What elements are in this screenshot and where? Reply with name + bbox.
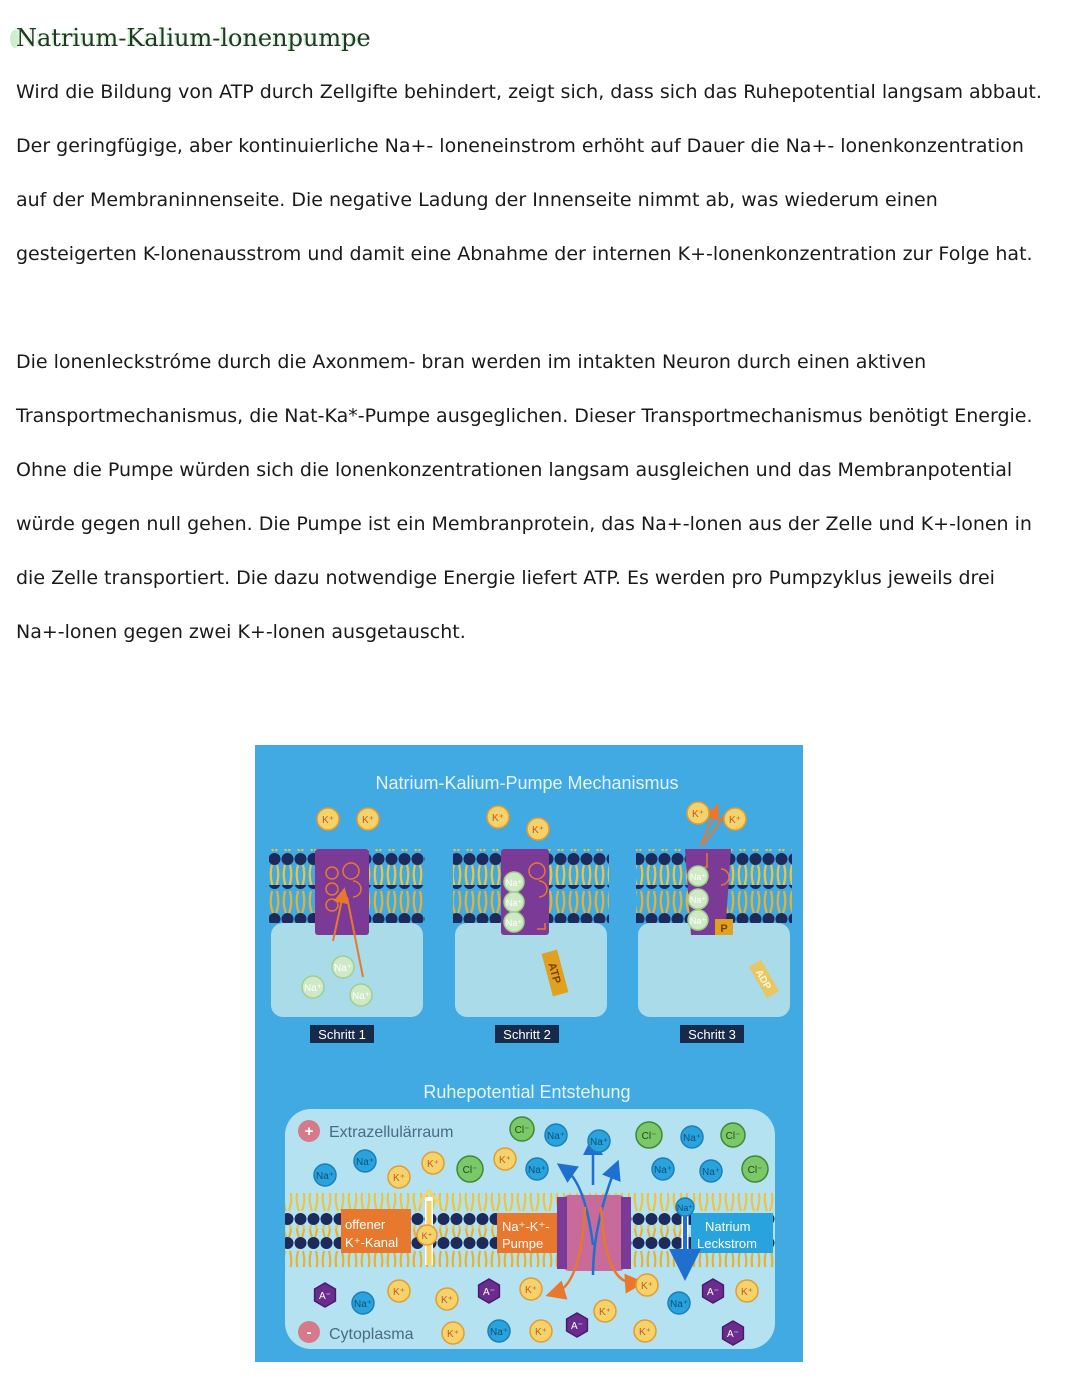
k-ion <box>422 1152 444 1174</box>
na-ion-label: Na⁺ <box>489 1327 509 1338</box>
na-ion <box>668 1292 690 1314</box>
na-ion-label: Na⁺ <box>682 1133 702 1144</box>
text-line: Na+-lonen gegen zwei K+-lonen ausgetauscht. <box>16 621 466 643</box>
a-ion <box>723 1321 744 1345</box>
a-ion-label: A⁻ <box>707 1287 719 1298</box>
figure-canvas <box>255 745 803 1362</box>
cl-ion <box>636 1122 662 1148</box>
k-ion-label: K⁺ <box>393 1287 405 1298</box>
step-label-1: Schritt 1 <box>318 1027 366 1042</box>
k-ion <box>417 1225 437 1245</box>
pump-mechanism-figure <box>255 745 803 1362</box>
text-line: Der geringfügige, aber kontinuierliche Na+- loneneinstrom erhöht auf Dauer die Na+- lonenkonzentration <box>16 135 1024 157</box>
k-ion <box>636 1274 658 1296</box>
na-ion-label: Na⁺ <box>689 872 707 882</box>
na-ion-label: Na⁺ <box>589 1137 609 1148</box>
na-ion <box>504 892 524 912</box>
text-line: Wird die Bildung von ATP durch Zellgifte behindert, zeigt sich, dass sich das Ruhepotential langsam abbaut. <box>16 81 1042 103</box>
na-ion <box>314 1164 336 1186</box>
cytoplasm-label: Cytoplasma <box>329 1326 414 1343</box>
paragraph-atp-blockade <box>16 65 1042 281</box>
cl-ion-label: Cl⁻ <box>462 1165 478 1176</box>
k-ion <box>736 1280 758 1302</box>
na-ion-label: Na⁺ <box>303 983 323 994</box>
na-ion <box>488 1320 510 1342</box>
k-ion-label: K⁺ <box>421 1231 433 1241</box>
k-ion-label: K⁺ <box>362 815 374 826</box>
a-ion <box>315 1283 336 1307</box>
text-line: Ohne die Pumpe würden sich die lonenkonzentrationen langsam ausgleichen und das Membranpotential <box>16 459 1013 481</box>
channel-label-line1: offener <box>345 1217 386 1232</box>
na-ion-label: Na⁺ <box>333 963 353 974</box>
extracellular-label: Extrazellulärraum <box>329 1124 454 1141</box>
cl-ion <box>457 1156 483 1182</box>
a-ion-label: A⁻ <box>319 1291 331 1302</box>
na-ion-label: Na⁺ <box>351 991 371 1002</box>
a-ion <box>703 1279 724 1303</box>
a-ion-label: A⁻ <box>571 1321 583 1332</box>
a-ion <box>567 1313 588 1337</box>
text-line: gesteigerten K-lonenausstrom und damit eine Abnahme der internen K+-lonenkonzentration zur Folge hat. <box>16 243 1033 265</box>
na-ion <box>332 956 354 978</box>
k-ion-label: K⁺ <box>427 1159 439 1170</box>
figure-heading-mechanism: Natrium-Kalium-Pumpe Mechanismus <box>375 773 679 793</box>
k-ion-label: K⁺ <box>641 1281 653 1292</box>
k-ion <box>520 1278 542 1300</box>
phosphate-label: P <box>720 923 728 935</box>
na-ion <box>352 1292 374 1314</box>
na-ion <box>688 866 708 886</box>
k-ion-label: K⁺ <box>322 815 334 826</box>
na-ion-label: Na⁺ <box>505 918 523 928</box>
leak-label-line2: Leckstrom <box>697 1236 757 1251</box>
cl-ion-label: Cl⁻ <box>641 1131 657 1142</box>
plus-sign: + <box>304 1123 314 1140</box>
cl-ion <box>510 1117 534 1141</box>
k-ion <box>436 1288 458 1310</box>
a-ion <box>479 1279 500 1303</box>
na-ion <box>545 1124 567 1146</box>
k-ion <box>527 818 549 840</box>
k-ion <box>388 1166 410 1188</box>
leak-label-line1: Natrium <box>705 1219 751 1234</box>
pump-label-line1: Na⁺-K⁺- <box>502 1219 550 1234</box>
k-ion <box>687 802 709 824</box>
na-ion-label: Na⁺ <box>701 1167 721 1178</box>
k-ion <box>487 806 509 828</box>
na-ion-label: Na⁺ <box>355 1157 375 1168</box>
k-ion <box>442 1322 464 1344</box>
k-ion-label: K⁺ <box>535 1327 547 1338</box>
paragraph-pump-mechanism <box>16 335 1033 659</box>
k-ion <box>388 1280 410 1302</box>
k-ion-label: K⁺ <box>525 1285 537 1296</box>
na-ion <box>688 889 708 909</box>
k-ion <box>357 808 379 830</box>
k-ion <box>634 1320 656 1342</box>
na-ion-label: Na⁺ <box>669 1299 689 1310</box>
step-panel-1 <box>269 849 425 1017</box>
cl-ion-label: Cl⁻ <box>747 1165 763 1176</box>
k-ion-label: K⁺ <box>599 1307 611 1318</box>
atp-label: ATP <box>545 961 563 986</box>
k-ion-label: K⁺ <box>393 1173 405 1184</box>
na-ion-label: Na⁺ <box>505 898 523 908</box>
text-line: Transportmechanismus, die Nat-Ka*-Pumpe ausgeglichen. Dieser Transportmechanismus benötigt Energie. <box>16 405 1033 427</box>
na-ion <box>700 1160 722 1182</box>
na-ion <box>504 872 524 892</box>
na-ion <box>350 984 372 1006</box>
na-ion <box>652 1158 674 1180</box>
na-ion <box>302 976 324 998</box>
text-line: die Zelle transportiert. Die dazu notwendige Energie liefert ATP. Es werden pro Pumpzyklus jeweils drei <box>16 567 995 589</box>
cl-ion <box>742 1156 768 1182</box>
cl-ion <box>721 1123 745 1147</box>
a-ion-label: A⁻ <box>483 1287 495 1298</box>
na-ion-label: Na⁺ <box>353 1299 373 1310</box>
step-panel-2 <box>453 849 609 1017</box>
na-ion-label: Na⁺ <box>689 916 707 926</box>
step-panel-3 <box>636 811 792 1017</box>
k-ion-label: K⁺ <box>741 1287 753 1298</box>
a-ion-label: A⁻ <box>727 1329 739 1340</box>
na-ion-label: Na⁺ <box>676 1203 694 1213</box>
k-ion-label: K⁺ <box>492 813 504 824</box>
na-ion <box>676 1198 694 1216</box>
k-ion <box>530 1320 552 1342</box>
minus-sign: - <box>306 1324 312 1341</box>
k-ion-label: K⁺ <box>729 815 741 826</box>
na-ion <box>354 1150 376 1172</box>
na-ion-label: Na⁺ <box>527 1165 547 1176</box>
k-ion-label: K⁺ <box>447 1329 459 1340</box>
na-ion <box>681 1126 703 1148</box>
k-ion <box>317 808 339 830</box>
k-ion-label: K⁺ <box>499 1155 511 1166</box>
na-ion <box>588 1130 610 1152</box>
figure-heading-resting-potential: Ruhepotential Entstehung <box>423 1082 631 1102</box>
channel-label-line2: K⁺-Kanal <box>345 1235 399 1250</box>
page-title: Natrium-Kalium-lonenpumpe <box>16 24 371 52</box>
text-line: Die lonenleckstróme durch die Axonmem- bran werden im intakten Neuron durch einen aktiven <box>16 351 927 373</box>
na-ion <box>526 1158 548 1180</box>
adp-label: ADP <box>752 967 773 992</box>
k-ion <box>724 808 746 830</box>
step-label-2: Schritt 2 <box>503 1027 551 1042</box>
cl-ion-label: Cl⁻ <box>725 1131 741 1142</box>
na-ion-label: Na⁺ <box>315 1171 335 1182</box>
k-ion-label: K⁺ <box>692 809 704 820</box>
k-ion-label: K⁺ <box>441 1295 453 1306</box>
k-ion-label: K⁺ <box>532 825 544 836</box>
na-ion <box>504 912 524 932</box>
na-ion-label: Na⁺ <box>689 895 707 905</box>
k-ion <box>494 1148 516 1170</box>
na-ion-label: Na⁺ <box>653 1165 673 1176</box>
pump-label-line2: Pumpe <box>502 1236 544 1251</box>
step-label-3: Schritt 3 <box>688 1027 736 1042</box>
k-ion-label: K⁺ <box>639 1327 651 1338</box>
k-ion <box>594 1300 616 1322</box>
na-ion <box>688 910 708 930</box>
text-line: auf der Membraninnenseite. Die negative Ladung der Innenseite nimmt ab, was wiederum einen <box>16 189 938 211</box>
text-line: würde gegen null gehen. Die Pumpe ist ein Membranprotein, das Na+-lonen aus der Zelle und K+-lonen in <box>16 513 1032 535</box>
cl-ion-label: Cl⁻ <box>514 1125 530 1136</box>
na-ion-label: Na⁺ <box>546 1131 566 1142</box>
na-ion-label: Na⁺ <box>505 878 523 888</box>
